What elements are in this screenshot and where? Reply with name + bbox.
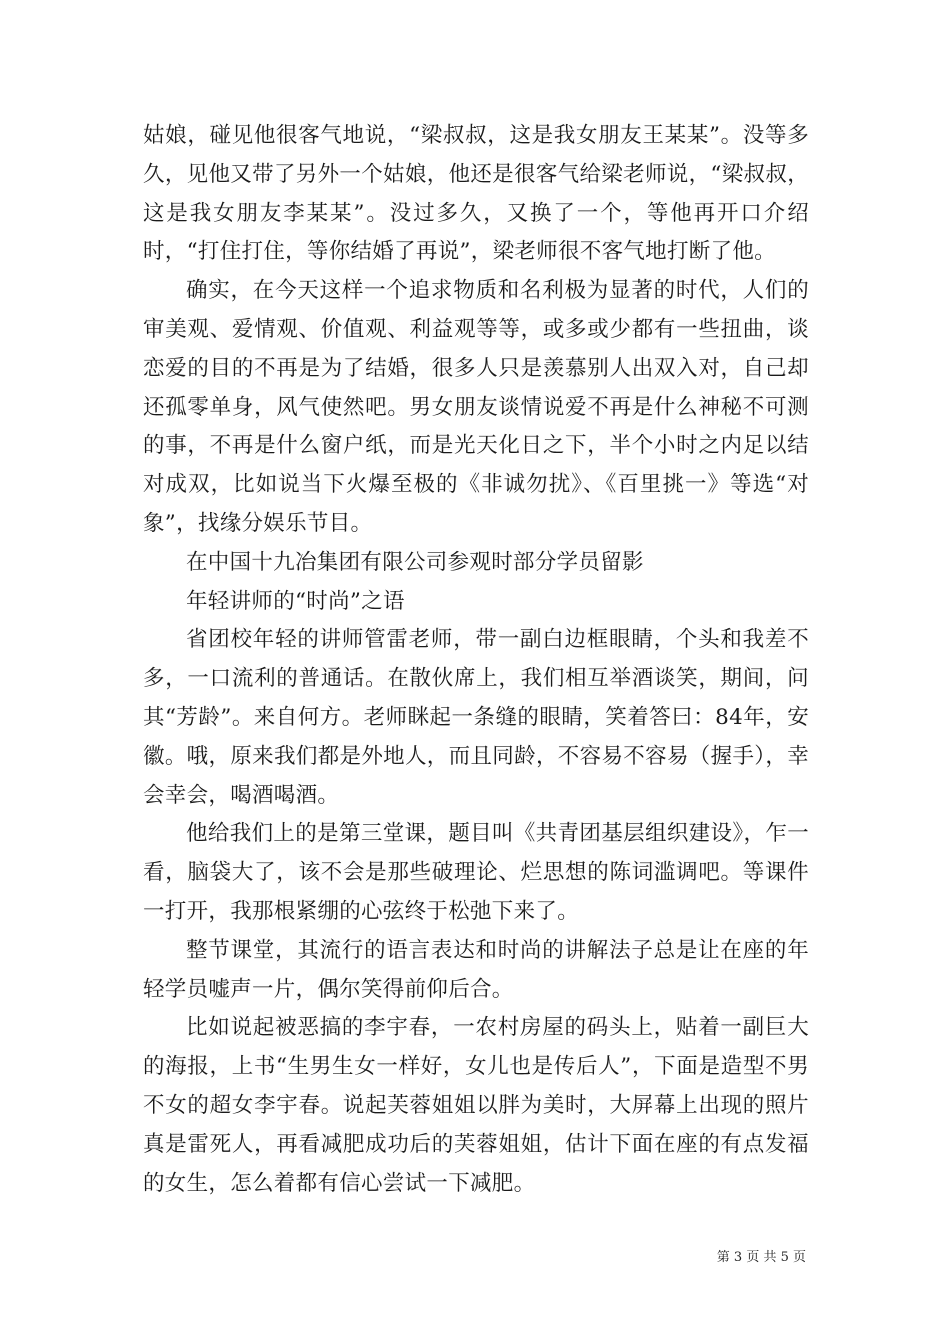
- paragraph-6: 他给我们上的是第三堂课，题目叫《共青团基层组织建设》，乍一看，脑袋大了，该不会是那些破理论、烂思想的陈词滥调吧。等课件一打开，我那根紧绷的心弦终于松弛下来了。: [143, 821, 809, 924]
- section-heading: 年轻讲师的“时尚”之语: [186, 588, 405, 614]
- photo-caption: 在中国十九冶集团有限公司参观时部分学员留影: [186, 549, 644, 575]
- paragraph-5: 省团校年轻的讲师管雷老师，带一副白边框眼睛，个头和我差不多，一口流利的普通话。在散伙席上，我们相互举酒谈笑，期间，问其“芳龄”。来自何方。老师眯起一条缝的眼睛，笑着答曰：84年，安徽。哦，原来我们都是外地人，而且同龄，不容易不容易（握手），幸会幸会，喝酒喝酒。: [143, 627, 809, 808]
- paragraph-8: 比如说起被恶搞的李宇春，一农村房屋的码头上，贴着一副巨大的海报，上书“生男生女一样好，女儿也是传后人”，下面是造型不男不女的超女李宇春。说起芙蓉姐姐以胖为美时，大屏幕上出现的照片真是雷死人，再看减肥成功后的芙蓉姐姐，估计下面在座的有点发福的女生，怎么着都有信心尝试一下减肥。: [143, 1015, 809, 1196]
- paragraph-7: 整节课堂，其流行的语言表达和时尚的讲解法子总是让在座的年轻学员嘘声一片，偶尔笑得前仰后合。: [143, 937, 809, 1002]
- article-body: [143, 117, 809, 1203]
- paragraph-1: 姑娘，碰见他很客气地说，“梁叔叔，这是我女朋友王某某”。没等多久，见他又带了另外一个姑娘，他还是很客气给梁老师说，“梁叔叔，这是我女朋友李某某”。没过多久，又换了一个，等他再开口介绍时，“打住打住，等你结婚了再说”，梁老师很不客气地打断了他。: [143, 123, 809, 265]
- paragraph-2: 确实，在今天这样一个追求物质和名利极为显著的时代，人们的审美观、爱情观、价值观、利益观等等，或多或少都有一些扭曲，谈恋爱的目的不再是为了结婚，很多人只是羡慕别人出双入对，自己却还孤零单身，风气使然吧。男女朋友谈情说爱不再是什么神秘不可测的事，不再是什么窗户纸，而是光天化日之下，半个小时之内足以结对成双，比如说当下火爆至极的《非诚勿扰》、《百里挑一》等选“对象”，找缘分娱乐节目。: [143, 278, 809, 536]
- page-number: 第 3 页 共 5 页: [716, 1250, 806, 1265]
